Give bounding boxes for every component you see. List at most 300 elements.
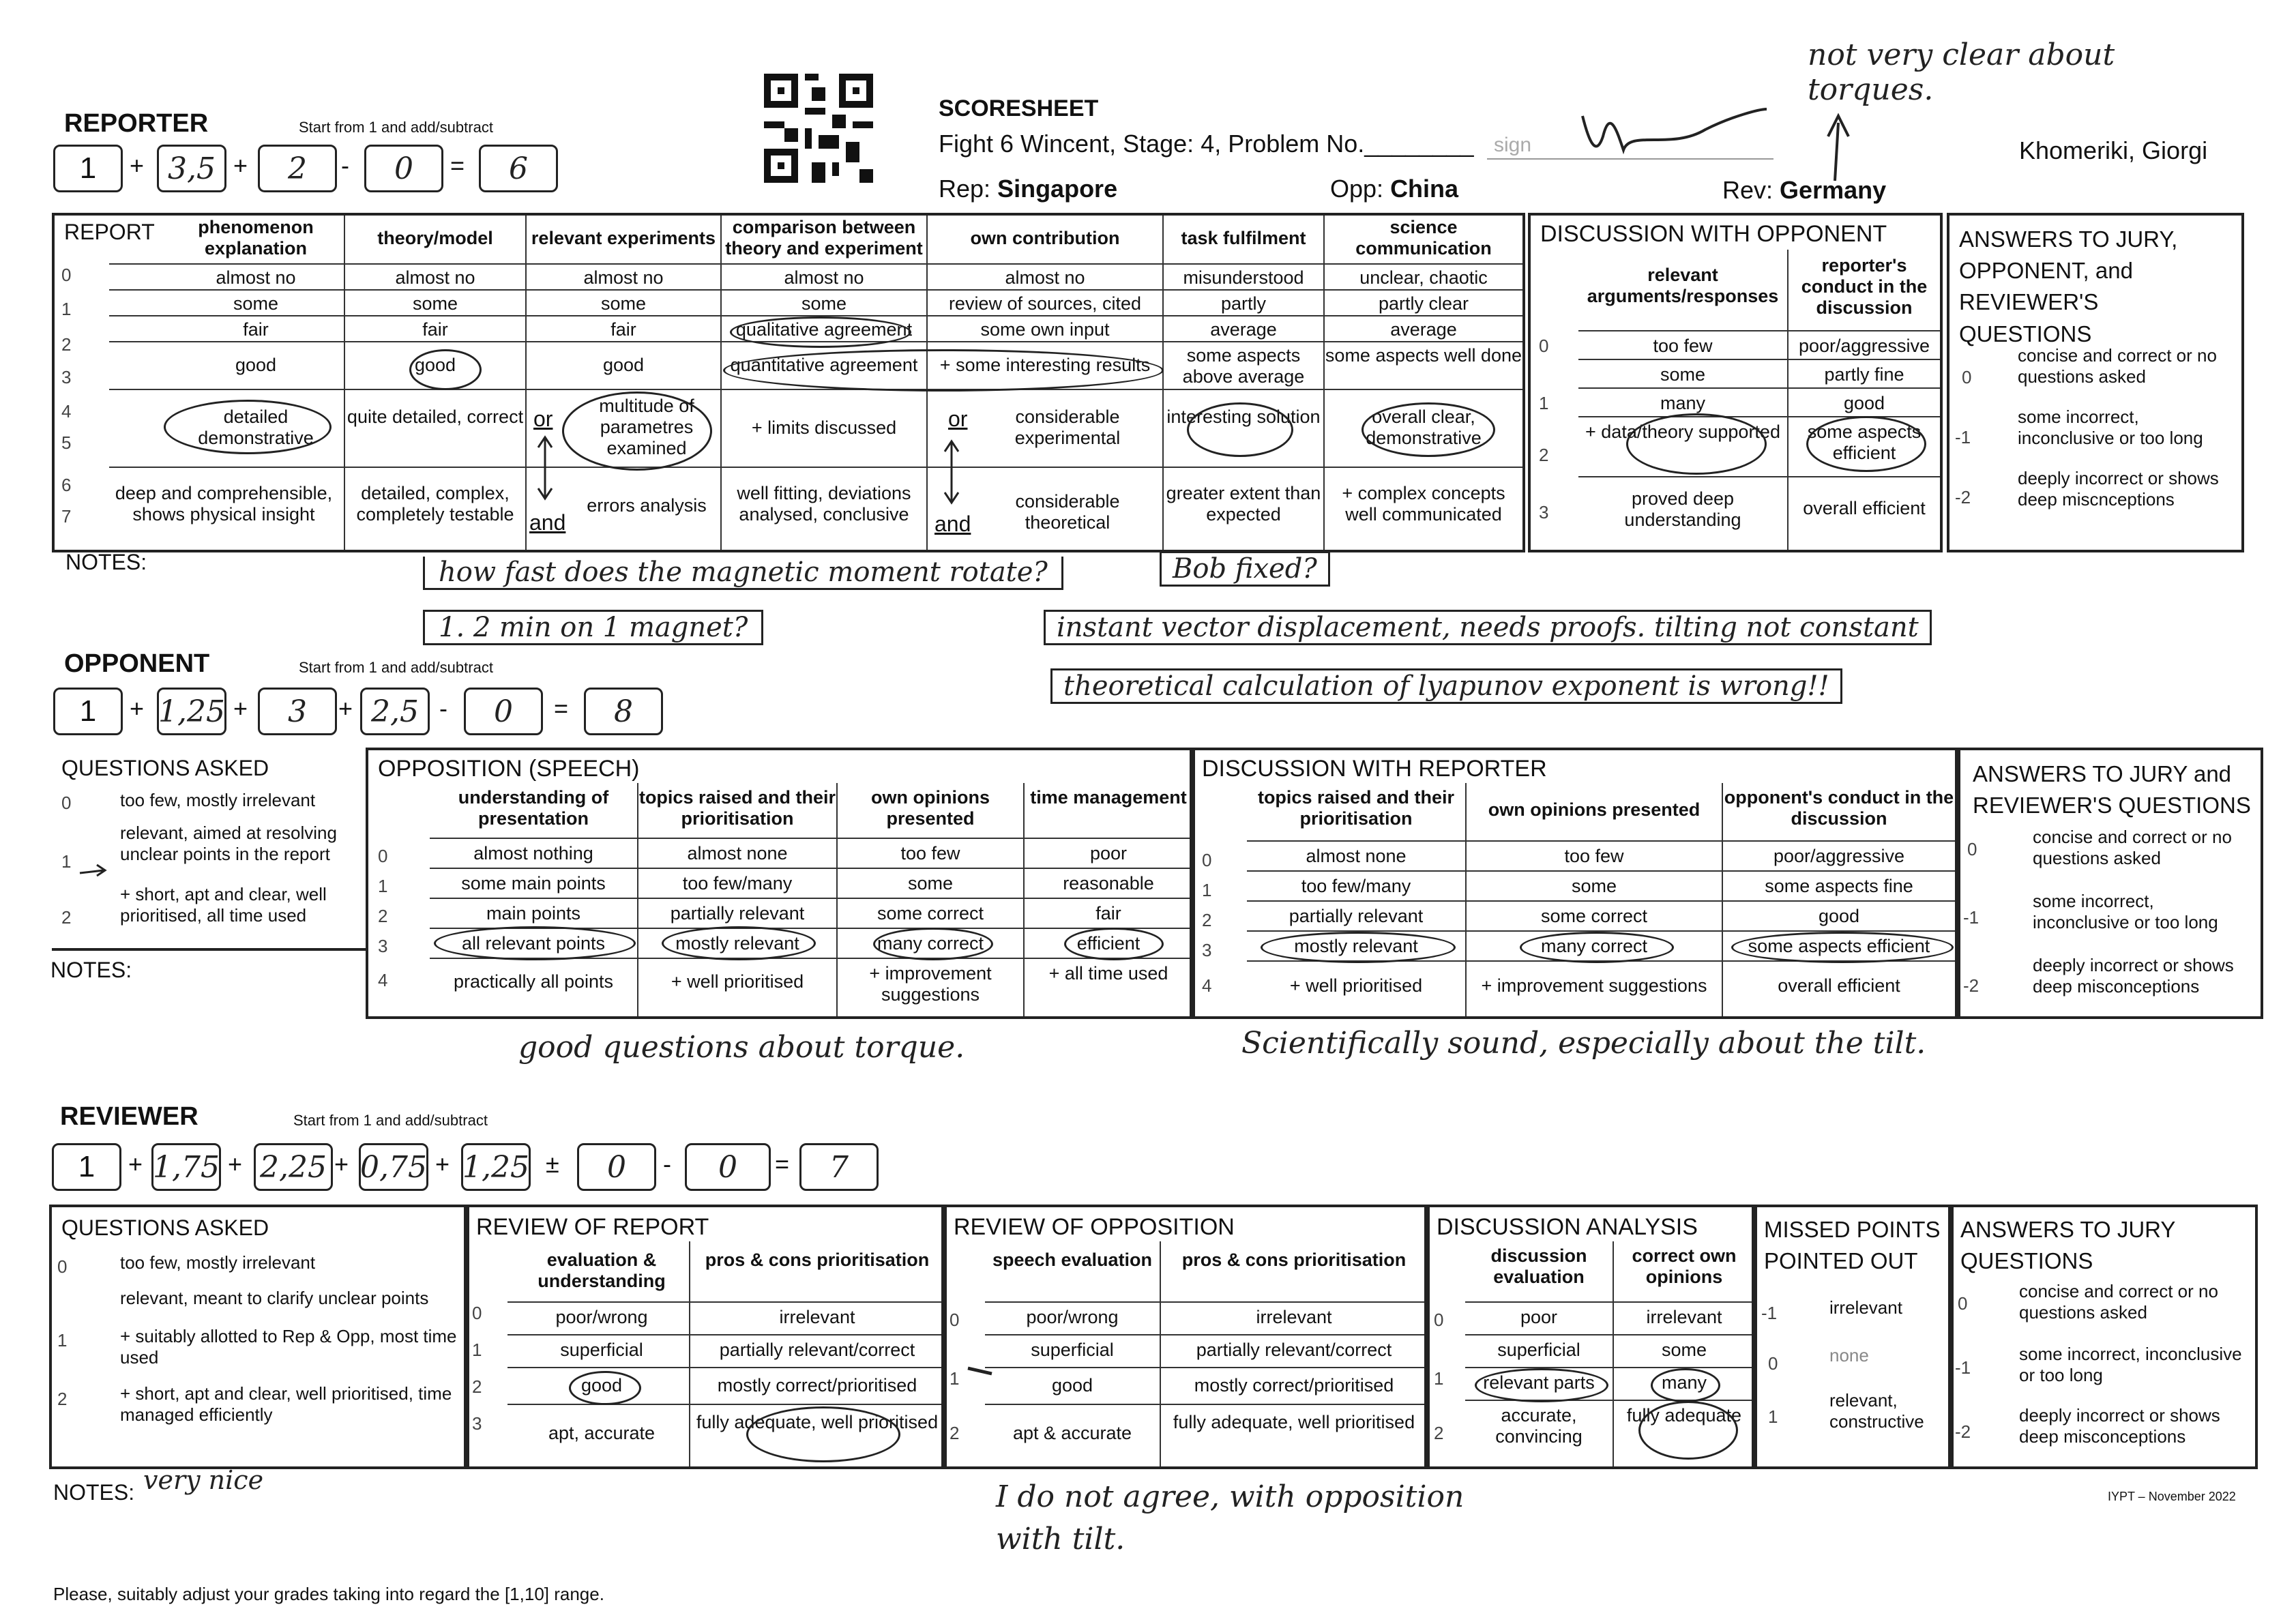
report-cell[interactable]: some aspects above average xyxy=(1182,345,1305,387)
opponent-hint: Start from 1 and add/subtract xyxy=(299,659,493,676)
review-report-title: REVIEW OF REPORT xyxy=(476,1214,709,1240)
row-line xyxy=(430,898,1192,899)
speech-cell[interactable]: + well prioritised xyxy=(671,971,804,992)
double-arrow-icon xyxy=(535,434,555,502)
report-cell[interactable]: review of sources, cited xyxy=(948,293,1142,314)
discussion-analysis-panel xyxy=(1424,1205,1757,1469)
speech-cell[interactable]: all relevant points xyxy=(461,933,606,954)
reviewer-score-3[interactable]: 0,75 xyxy=(359,1143,428,1191)
question-option[interactable]: + short, apt and clear, well prioritised, time managed efficiently xyxy=(120,1383,452,1425)
answer-option[interactable]: concise and correct or no questions asked xyxy=(2033,827,2232,868)
discussion-reporter-cell[interactable]: too few xyxy=(1564,846,1624,866)
speech-cell[interactable]: main points xyxy=(486,903,581,924)
row-number: 3 xyxy=(1539,502,1549,522)
opponent-op-2: + xyxy=(338,694,353,722)
reporter-score-2[interactable]: 2 xyxy=(258,145,337,192)
reporter-hint: Start from 1 and add/subtract xyxy=(299,119,493,136)
review-opposition-header-0: speech evaluation xyxy=(992,1250,1153,1270)
review-report-header-1: pros & cons prioritisation xyxy=(705,1250,930,1270)
discussion-reporter-cell[interactable]: some correct xyxy=(1540,906,1648,926)
reporter-note-2: Bob fixed? xyxy=(1160,551,1330,587)
discussion-cell[interactable]: overall efficient xyxy=(1803,498,1926,518)
selection-mark xyxy=(1475,1368,1608,1402)
discussion-reporter-cell[interactable]: good xyxy=(1818,906,1860,926)
answer-option[interactable]: concise and correct or no questions asked xyxy=(2019,1281,2218,1323)
report-header-0: phenomenon explanation xyxy=(198,217,314,259)
review-opposition-cell[interactable]: poor/wrong xyxy=(1026,1307,1119,1327)
report-header-6: science communication xyxy=(1355,217,1492,259)
question-option[interactable]: too few, mostly irrelevant xyxy=(120,790,316,810)
and-label: and xyxy=(934,512,971,536)
discussion-analysis-cell[interactable]: relevant parts xyxy=(1483,1372,1595,1393)
row-number: 7 xyxy=(61,506,72,527)
answer-number: -2 xyxy=(1955,487,1971,507)
opp-line xyxy=(1330,175,1458,203)
question-option[interactable]: + short, apt and clear, well prioritised, all time used xyxy=(120,884,327,926)
discussion-cell[interactable]: too few xyxy=(1653,336,1713,356)
reviewer-op-3: + xyxy=(435,1150,450,1178)
speech-cell[interactable]: some xyxy=(907,873,954,894)
row-number: 2 xyxy=(472,1376,482,1397)
discussion-reporter-cell[interactable]: almost none xyxy=(1306,846,1407,866)
reviewer-score-4[interactable]: 1,25 xyxy=(461,1143,531,1191)
discussion-reporter-cell[interactable]: too few/many xyxy=(1301,876,1411,896)
report-cell[interactable]: almost no xyxy=(216,267,296,288)
discussion-analysis-cell[interactable]: some xyxy=(1661,1340,1707,1360)
review-opposition-cell[interactable]: irrelevant xyxy=(1256,1307,1332,1327)
report-cell[interactable]: considerable experimental xyxy=(1014,407,1121,449)
speech-cell[interactable]: + all time used xyxy=(1048,963,1168,984)
double-arrow-icon xyxy=(941,438,962,506)
opponent-note-2: Scientifically sound, especially about the tilt. xyxy=(1241,1026,1926,1061)
missed-option[interactable]: none xyxy=(1829,1345,1869,1365)
speech-cell[interactable]: poor xyxy=(1089,843,1128,863)
discussion-analysis-cell[interactable]: superficial xyxy=(1497,1340,1580,1360)
discussion-with-reporter-panel xyxy=(1190,748,1960,1019)
report-cell[interactable]: average xyxy=(1210,319,1277,340)
row-number: 1 xyxy=(61,299,72,319)
row-number: 2 xyxy=(1539,445,1549,465)
selection-mark xyxy=(562,392,712,471)
version-label: IYPT – November 2022 xyxy=(2108,1490,2236,1503)
report-cell[interactable]: interesting solution xyxy=(1166,407,1321,427)
discussion-title: DISCUSSION WITH OPPONENT xyxy=(1540,221,1887,247)
row-number: 4 xyxy=(1202,975,1212,996)
reviewer-score-5[interactable]: 0 xyxy=(577,1143,656,1191)
speech-header-0: understanding of presentation xyxy=(458,787,609,829)
qr-code-icon xyxy=(764,74,873,183)
speech-header-2: own opinions presented xyxy=(871,787,990,829)
reporter-score-3[interactable]: 0 xyxy=(364,145,443,192)
rep-label: Rep: xyxy=(939,175,991,203)
report-header-5: task fulfilment xyxy=(1181,228,1306,248)
question-number: 0 xyxy=(61,793,72,813)
row-line xyxy=(507,1367,944,1368)
report-header-2: relevant experiments xyxy=(531,228,716,248)
report-cell[interactable]: + some interesting results xyxy=(939,355,1151,375)
question-option[interactable]: relevant, meant to clarify unclear points xyxy=(120,1288,429,1308)
answer-number: -1 xyxy=(1963,907,1979,928)
row-line xyxy=(985,1404,1427,1405)
discussion-reporter-cell[interactable]: many correct xyxy=(1540,936,1648,956)
col-divider xyxy=(525,216,527,550)
selection-mark xyxy=(434,926,636,960)
speech-cell[interactable]: many correct xyxy=(877,933,984,954)
speech-cell[interactable]: some main points xyxy=(461,873,606,894)
reporter-answers-panel xyxy=(1947,213,2244,552)
discussion-analysis-cell[interactable]: fully adequate xyxy=(1626,1405,1742,1426)
reporter-op-0: + xyxy=(130,151,145,179)
or-label: or xyxy=(948,407,968,431)
opponent-answers-title: ANSWERS TO JURY and REVIEWER'S QUESTIONS xyxy=(1973,761,2251,818)
selection-mark xyxy=(409,349,482,390)
report-cell[interactable]: quantitative agreement xyxy=(730,355,918,375)
row-line xyxy=(1247,840,1958,842)
discussion-reporter-cell[interactable]: some aspects fine xyxy=(1765,876,1913,896)
answer-number: -1 xyxy=(1955,427,1971,447)
review-opposition-cell[interactable]: partially relevant/correct xyxy=(1196,1340,1392,1360)
discussion-cell[interactable]: many xyxy=(1660,393,1706,413)
row-line xyxy=(1578,359,1940,360)
review-opposition-header-1: pros & cons prioritisation xyxy=(1181,1250,1407,1270)
row-number: 3 xyxy=(378,936,388,956)
missed-number: -1 xyxy=(1761,1303,1778,1323)
review-report-cell[interactable]: superficial xyxy=(560,1340,643,1360)
report-cell[interactable]: almost no xyxy=(395,267,475,288)
question-option[interactable]: relevant, aimed at resolving unclear points in the report xyxy=(120,823,337,864)
speech-cell[interactable]: partially relevant xyxy=(670,903,805,924)
report-cell[interactable]: some xyxy=(233,293,279,314)
selection-mark xyxy=(873,928,993,960)
opponent-answers-panel xyxy=(1955,748,2263,1019)
opponent-op-4: = xyxy=(554,694,569,722)
discussion-cell[interactable]: proved deep understanding xyxy=(1624,488,1741,531)
handwritten-top-note: not very clear about torques. xyxy=(1808,38,2115,107)
speech-cell[interactable]: + improvement suggestions xyxy=(869,963,992,1005)
selection-mark xyxy=(164,400,332,454)
reporter-title: REPORTER xyxy=(64,109,209,138)
row-line xyxy=(1578,330,1940,331)
report-cell[interactable]: almost no xyxy=(784,267,864,288)
missed-option[interactable]: relevant, constructive xyxy=(1829,1390,1924,1432)
selection-mark xyxy=(1362,402,1495,457)
discussion-reporter-cell[interactable]: + improvement suggestions xyxy=(1481,975,1707,996)
row-number: 0 xyxy=(1434,1310,1444,1330)
report-cell[interactable]: multitude of parametres examined xyxy=(599,396,694,459)
report-cell[interactable]: fair xyxy=(610,319,636,340)
reporter-score-1[interactable]: 3,5 xyxy=(157,145,226,192)
speech-cell[interactable]: almost nothing xyxy=(473,843,593,863)
opponent-op-1: + xyxy=(233,694,248,722)
discussion-reporter-cell[interactable]: overall efficient xyxy=(1778,975,1900,996)
report-cell[interactable]: detailed, complex, completely testable xyxy=(356,483,514,525)
discussion-reporter-cell[interactable]: partially relevant xyxy=(1289,906,1424,926)
row-number: 0 xyxy=(1539,336,1549,356)
review-opposition-cell[interactable]: mostly correct/prioritised xyxy=(1194,1375,1394,1396)
report-cell[interactable]: fair xyxy=(422,319,448,340)
report-cell[interactable]: good xyxy=(414,355,456,375)
report-cell[interactable]: fair xyxy=(243,319,269,340)
opp-label: Opp: xyxy=(1330,175,1384,203)
speech-cell[interactable]: reasonable xyxy=(1063,873,1154,894)
opponent-score-total[interactable]: 8 xyxy=(584,688,663,735)
discussion-reporter-header-2: opponent's conduct in the discussion xyxy=(1724,787,1954,829)
selection-mark xyxy=(1520,932,1674,963)
review-report-cell[interactable]: fully adequate, well prioritised xyxy=(696,1412,939,1432)
reporter-op-1: + xyxy=(233,151,248,179)
answer-option[interactable]: deeply incorrect or shows deep miscnceptions xyxy=(2018,468,2219,510)
reviewer-note-2: I do not agree, with opposition with tilt. xyxy=(996,1479,1465,1556)
missed-points-panel xyxy=(1752,1205,1954,1469)
footer-note: Please, suitably adjust your grades taking into regard the [1,10] range. xyxy=(53,1584,604,1604)
opponent-op-0: + xyxy=(130,694,145,722)
answer-option[interactable]: some incorrect, inconclusive or too long xyxy=(2033,891,2218,932)
speech-cell[interactable]: almost none xyxy=(687,843,788,863)
report-cell[interactable]: overall clear, demonstrative xyxy=(1366,407,1482,449)
answer-option[interactable]: some incorrect, inconclusive or too long xyxy=(2019,1344,2242,1385)
rev-line xyxy=(1722,176,1886,205)
review-report-cell[interactable]: good xyxy=(580,1375,623,1396)
reviewer-answers-panel xyxy=(1948,1205,2258,1469)
reporter-note-3: 1. 2 min on 1 magnet? xyxy=(423,610,763,645)
answer-number: -2 xyxy=(1955,1421,1971,1442)
row-number: 4 xyxy=(378,970,388,990)
rep-line xyxy=(939,175,1117,203)
review-opposition-cell[interactable]: good xyxy=(1051,1375,1093,1396)
reviewer-score-total[interactable]: 7 xyxy=(799,1143,879,1191)
missed-points-title: MISSED POINTS POINTED OUT xyxy=(1764,1217,1941,1274)
discussion-reporter-cell[interactable]: + well prioritised xyxy=(1289,975,1423,996)
speech-cell[interactable]: mostly relevant xyxy=(675,933,799,954)
answer-number: 0 xyxy=(1962,367,1972,387)
discussion-cell[interactable]: + data/theory supported xyxy=(1585,422,1780,442)
rev-value: Germany xyxy=(1780,176,1887,204)
report-cell[interactable]: some xyxy=(412,293,458,314)
speech-cell[interactable]: efficient xyxy=(1076,933,1140,954)
discussion-reporter-header-0: topics raised and their prioritisation xyxy=(1257,787,1455,829)
speech-cell[interactable]: fair xyxy=(1095,903,1121,924)
juror-name: Khomeriki, Giorgi xyxy=(2019,136,2208,164)
report-cell[interactable]: qualitative agreement xyxy=(735,319,913,340)
row-number: 6 xyxy=(61,475,72,495)
reporter-score-total[interactable]: 6 xyxy=(479,145,558,192)
reviewer-op-0: + xyxy=(128,1150,143,1178)
discussion-analysis-cell[interactable]: many xyxy=(1661,1372,1707,1393)
review-of-opposition-panel xyxy=(941,1205,1430,1469)
reporter-op-2: - xyxy=(341,151,349,179)
row-line xyxy=(109,389,1522,390)
discussion-cell[interactable]: good xyxy=(1843,393,1885,413)
discussion-reporter-cell[interactable]: poor/aggressive xyxy=(1773,846,1905,866)
reporter-note-1: how fast does the magnetic moment rotate? xyxy=(423,557,1063,590)
report-cell[interactable]: + complex concepts well communicated xyxy=(1342,483,1505,525)
review-of-report-panel xyxy=(464,1205,947,1469)
review-report-cell[interactable]: poor/wrong xyxy=(555,1307,648,1327)
scoresheet-label: SCORESHEET xyxy=(939,95,1099,121)
opponent-score-1[interactable]: 1,25 xyxy=(157,688,226,735)
and-label: and xyxy=(529,510,566,535)
answer-number: -1 xyxy=(1955,1357,1971,1378)
discussion-analysis-cell[interactable]: irrelevant xyxy=(1646,1307,1722,1327)
row-number: 2 xyxy=(1202,910,1212,930)
signature xyxy=(1569,89,1773,164)
row-line xyxy=(1465,1367,1754,1368)
row-number: 0 xyxy=(61,265,72,285)
reviewer-answers-title: ANSWERS TO JURY QUESTIONS xyxy=(1960,1217,2175,1274)
review-report-cell[interactable]: irrelevant xyxy=(779,1307,855,1327)
report-cell[interactable]: some xyxy=(600,293,647,314)
reviewer-questions-panel xyxy=(49,1205,469,1469)
row-number: 2 xyxy=(61,334,72,355)
discussion-reporter-header-1: own opinions presented xyxy=(1488,799,1701,820)
row-line xyxy=(109,263,1522,265)
report-cell[interactable]: average xyxy=(1390,319,1457,340)
row-number: 1 xyxy=(472,1340,482,1360)
review-report-cell[interactable]: partially relevant/correct xyxy=(719,1340,915,1360)
review-opposition-cell[interactable]: fully adequate, well prioritised xyxy=(1173,1412,1415,1432)
report-cell[interactable]: considerable theoretical xyxy=(1015,491,1120,533)
discussion-cell[interactable]: poor/aggressive xyxy=(1798,336,1930,356)
discussion-reporter-cell[interactable]: some aspects efficient xyxy=(1748,936,1930,956)
answer-option[interactable]: deeply incorrect or shows deep misconceptions xyxy=(2033,955,2234,996)
report-cell[interactable]: partly clear xyxy=(1378,293,1469,314)
answers-title: ANSWERS TO JURY, OPPONENT, and REVIEWER'S QUESTIONS xyxy=(1959,226,2178,346)
selection-mark xyxy=(569,1371,641,1405)
speech-cell[interactable]: too few/many xyxy=(682,873,793,894)
row-number: 1 xyxy=(950,1368,960,1389)
discussion-header-1: reporter's conduct in the discussion xyxy=(1801,255,1928,319)
reviewer-score-6[interactable]: 0 xyxy=(685,1143,771,1191)
arrow-icon xyxy=(1814,109,1855,184)
opponent-score-2[interactable]: 3 xyxy=(258,688,337,735)
speech-cell[interactable]: too few xyxy=(900,843,960,863)
missed-number: 1 xyxy=(1768,1406,1778,1427)
selection-mark xyxy=(1064,928,1164,960)
report-cell[interactable]: errors analysis xyxy=(587,495,707,516)
selection-mark xyxy=(1806,416,1926,472)
speech-title: OPPOSITION (SPEECH) xyxy=(378,756,640,782)
question-number: 2 xyxy=(57,1389,68,1409)
answer-number: 0 xyxy=(1967,839,1977,859)
report-cell[interactable]: good xyxy=(235,355,277,375)
report-cell[interactable]: + limits discussed xyxy=(751,417,897,438)
reviewer-op-2: + xyxy=(334,1150,349,1178)
review-opposition-cell[interactable]: superficial xyxy=(1031,1340,1114,1360)
row-line xyxy=(507,1301,944,1303)
discussion-reporter-title: DISCUSSION WITH REPORTER xyxy=(1202,756,1547,782)
row-number: 0 xyxy=(1202,850,1212,870)
discussion-analysis-cell[interactable]: accurate, convincing xyxy=(1495,1405,1583,1447)
reporter-note-5: theoretical calculation of lyapunov exponent is wrong!! xyxy=(1050,668,1842,704)
review-report-cell[interactable]: mostly correct/prioritised xyxy=(717,1375,917,1396)
row-line xyxy=(1578,387,1940,389)
reviewer-note-1: very nice xyxy=(143,1465,264,1495)
rep-value: Singapore xyxy=(997,175,1118,203)
row-number: 0 xyxy=(950,1310,960,1330)
report-cell[interactable]: almost no xyxy=(583,267,664,288)
reviewer-op-5: - xyxy=(663,1150,671,1178)
report-cell[interactable]: unclear, chaotic xyxy=(1359,267,1488,288)
report-cell[interactable]: detailed demonstrative xyxy=(198,407,314,449)
speech-cell[interactable]: practically all points xyxy=(453,971,614,992)
discussion-analysis-title: DISCUSSION ANALYSIS xyxy=(1437,1214,1698,1240)
selection-mark xyxy=(1626,413,1767,475)
report-cell[interactable]: deep and comprehensible, shows physical insight xyxy=(115,483,333,525)
row-number: 2 xyxy=(950,1423,960,1443)
speech-header-3: time management xyxy=(1030,787,1187,808)
review-opposition-cell[interactable]: apt & accurate xyxy=(1012,1423,1132,1443)
report-header-3: comparison between theory and experiment xyxy=(725,217,923,259)
row-number: 1 xyxy=(1434,1368,1444,1389)
answer-option[interactable]: concise and correct or no questions asked xyxy=(2018,345,2217,387)
report-cell[interactable]: almost no xyxy=(1005,267,1085,288)
opponent-title: OPPONENT xyxy=(64,649,210,678)
opponent-notes-label: NOTES: xyxy=(50,958,132,982)
opposition-speech-panel xyxy=(366,748,1195,1019)
discussion-cell[interactable]: some xyxy=(1660,364,1706,385)
answer-option[interactable]: some incorrect, inconclusive or too long xyxy=(2018,407,2203,448)
row-line xyxy=(430,868,1192,869)
row-number: 1 xyxy=(378,876,388,896)
reporter-discussion-panel xyxy=(1528,213,1943,552)
report-cell[interactable]: some aspects well done xyxy=(1325,345,1522,366)
row-number: 1 xyxy=(1202,880,1212,900)
report-cell[interactable]: partly xyxy=(1220,293,1267,314)
discussion-cell[interactable]: some aspects efficient xyxy=(1807,422,1922,464)
reporter-notes-label: NOTES: xyxy=(65,550,147,574)
row-number: 2 xyxy=(1434,1423,1444,1443)
speech-cell[interactable]: some correct xyxy=(877,903,984,924)
question-number: 0 xyxy=(57,1256,68,1277)
question-number: 1 xyxy=(57,1330,68,1350)
report-cell[interactable]: misunderstood xyxy=(1183,267,1304,288)
review-report-header-0: evaluation & understanding xyxy=(538,1250,666,1292)
reviewer-score-2[interactable]: 2,25 xyxy=(254,1143,333,1191)
report-cell[interactable]: good xyxy=(602,355,645,375)
report-cell[interactable]: well fitting, deviations analysed, conclusive xyxy=(737,483,911,525)
discussion-cell[interactable]: partly fine xyxy=(1824,364,1904,385)
opponent-score-4[interactable]: 0 xyxy=(464,688,543,735)
report-cell[interactable]: greater extent than expected xyxy=(1166,483,1321,525)
discussion-analysis-header-1: correct own opinions xyxy=(1632,1245,1737,1288)
reporter-score-0[interactable]: 1 xyxy=(53,145,123,192)
report-cell[interactable]: quite detailed, correct xyxy=(347,407,524,427)
discussion-reporter-cell[interactable]: some xyxy=(1571,876,1617,896)
reviewer-op-1: + xyxy=(228,1150,243,1178)
missed-option[interactable]: irrelevant xyxy=(1829,1297,1902,1318)
question-option[interactable]: + suitably allotted to Rep & Opp, most time used xyxy=(120,1326,457,1368)
selection-mark xyxy=(1261,932,1456,963)
report-label: REPORT xyxy=(64,220,155,244)
question-option[interactable]: too few, mostly irrelevant xyxy=(120,1252,316,1273)
discussion-reporter-cell[interactable]: mostly relevant xyxy=(1294,936,1418,956)
selection-mark xyxy=(746,1406,900,1462)
reviewer-score-0[interactable]: 1 xyxy=(52,1143,121,1191)
selection-mark xyxy=(662,926,816,960)
row-number: 3 xyxy=(1202,940,1212,960)
opponent-score-3[interactable]: 2,5 xyxy=(360,688,430,735)
discussion-analysis-cell[interactable]: poor xyxy=(1520,1307,1558,1327)
answer-option[interactable]: deeply incorrect or shows deep misconceptions xyxy=(2019,1405,2220,1447)
report-cell[interactable]: some xyxy=(801,293,847,314)
reviewer-score-1[interactable]: 1,75 xyxy=(151,1143,221,1191)
row-number: 1 xyxy=(1539,393,1549,413)
opponent-score-0[interactable]: 1 xyxy=(53,688,123,735)
review-report-cell[interactable]: apt, accurate xyxy=(548,1423,656,1443)
review-opposition-title: REVIEW OF OPPOSITION xyxy=(954,1214,1235,1240)
report-cell[interactable]: some own input xyxy=(980,319,1110,340)
row-line xyxy=(985,1367,1427,1368)
